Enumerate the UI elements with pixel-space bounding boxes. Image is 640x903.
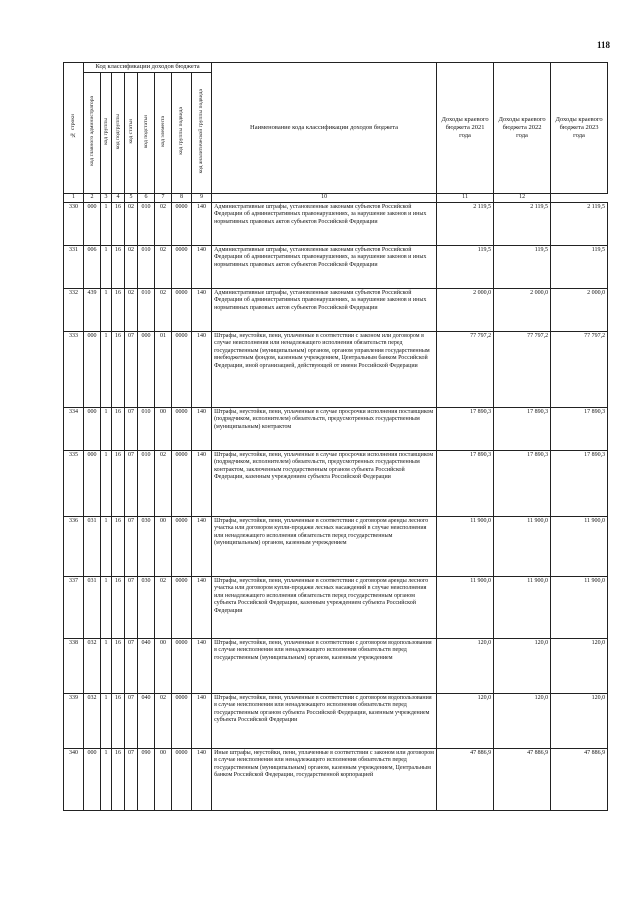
classification-code-cell: 0000 (172, 202, 192, 245)
classification-code-cell: 07 (125, 748, 138, 810)
row-number-cell: 334 (64, 407, 84, 450)
revenue-2023-cell: 119,5 (551, 245, 608, 288)
header-subarticle-code: код подстатьи (138, 73, 155, 194)
row-number-cell: 338 (64, 638, 84, 693)
classification-code-cell: 032 (84, 693, 101, 748)
classification-code-cell: 140 (192, 202, 212, 245)
column-number: 10 (212, 194, 437, 203)
code-name-cell: Штрафы, неустойки, пени, уплаченные в соответствии с договором аренды лесного участка или договором купли-продажи лесных насаждений в случае неисполнения или ненадлежащего исполнения обязательств перед государственным (муниципальным) органом, казенным учреждением (212, 516, 437, 576)
classification-code-cell: 07 (125, 450, 138, 516)
classification-code-cell: 00 (155, 748, 172, 810)
classification-code-cell: 02 (125, 245, 138, 288)
classification-code-cell: 0000 (172, 516, 192, 576)
classification-code-cell: 1 (101, 202, 112, 245)
classification-code-cell: 1 (101, 407, 112, 450)
classification-code-cell: 000 (84, 331, 101, 407)
classification-code-cell: 1 (101, 576, 112, 638)
column-number: 1 (64, 194, 84, 203)
page-number: 118 (596, 40, 610, 50)
column-number: 11 (437, 194, 494, 203)
header-element-code: код элемента (155, 73, 172, 194)
column-number: 3 (101, 194, 112, 203)
classification-code-cell: 16 (112, 407, 125, 450)
header-admin-code: код главного администратора (84, 73, 101, 194)
column-number: 2 (84, 194, 101, 203)
header-article-code: код статьи (125, 73, 138, 194)
code-name-cell: Штрафы, неустойки, пени, уплаченные в соответствии с законом или договором в случае неисполнения или ненадлежащего исполнения обязательств перед государственным (муниципальным) органом, органом управления государственным внебюджетным фондом, казенным учреждением, Центральным банком Российской Федерации, иной организацией, действующей от имени Российской Федерации (212, 331, 437, 407)
revenue-2023-cell: 77 797,2 (551, 331, 608, 407)
classification-code-cell: 030 (138, 516, 155, 576)
revenue-2022-cell: 120,0 (494, 693, 551, 748)
classification-code-cell: 000 (84, 748, 101, 810)
classification-code-cell: 16 (112, 516, 125, 576)
revenue-2021-cell: 11 900,0 (437, 576, 494, 638)
revenue-2022-cell: 17 890,3 (494, 450, 551, 516)
classification-code-cell: 1 (101, 245, 112, 288)
classification-code-cell: 140 (192, 288, 212, 331)
row-number-cell: 337 (64, 576, 84, 638)
classification-code-cell: 0000 (172, 693, 192, 748)
column-number: 12 (494, 194, 551, 203)
header-revenue-2023: Доходы краевого бюджета 2023 года (551, 63, 608, 194)
revenue-2023-cell: 17 890,3 (551, 407, 608, 450)
code-name-cell: Штрафы, неустойки, пени, уплаченные в случае просрочки исполнения поставщиком (подрядчиком, исполнителем) обязательств, предусмотренных государственным (муниципальным) контрактом (212, 407, 437, 450)
revenue-2023-cell: 17 890,3 (551, 450, 608, 516)
budget-revenue-table (63, 62, 608, 811)
revenue-2022-cell: 11 900,0 (494, 576, 551, 638)
classification-code-cell: 00 (155, 407, 172, 450)
table-row (64, 748, 608, 810)
classification-code-cell: 07 (125, 331, 138, 407)
classification-code-cell: 032 (84, 638, 101, 693)
classification-code-cell: 02 (125, 288, 138, 331)
classification-code-cell: 0000 (172, 576, 192, 638)
classification-code-cell: 030 (138, 576, 155, 638)
classification-code-cell: 16 (112, 202, 125, 245)
classification-code-cell: 040 (138, 693, 155, 748)
revenue-2022-cell: 77 797,2 (494, 331, 551, 407)
column-number: 6 (138, 194, 155, 203)
revenue-2023-cell: 11 900,0 (551, 576, 608, 638)
revenue-2023-cell: 120,0 (551, 693, 608, 748)
revenue-2021-cell: 47 886,9 (437, 748, 494, 810)
classification-code-cell: 140 (192, 245, 212, 288)
classification-code-cell: 140 (192, 576, 212, 638)
classification-code-cell: 02 (155, 288, 172, 331)
revenue-2023-cell: 2 119,5 (551, 202, 608, 245)
table-row (64, 202, 608, 245)
code-name-cell: Административные штрафы, установленные законами субъектов Российской Федерации об административных правонарушениях, за нарушение законов и иных нормативных правовых актов субъектов Российской Федерации (212, 202, 437, 245)
revenue-2021-cell: 77 797,2 (437, 331, 494, 407)
header-row-number: № строки (64, 63, 84, 194)
table-row (64, 693, 608, 748)
code-name-cell: Иные штрафы, неустойки, пени, уплаченные в соответствии с законом или договором в случае неисполнения или ненадлежащего исполнения обязательств перед государственным (муниципальным) органом, казенным учреждением, Центральным банком Российской Федерации, государственной корпорацией (212, 748, 437, 810)
classification-code-cell: 140 (192, 407, 212, 450)
column-number: 9 (192, 194, 212, 203)
classification-code-cell: 010 (138, 407, 155, 450)
classification-code-cell: 0000 (172, 245, 192, 288)
classification-code-cell: 07 (125, 576, 138, 638)
classification-code-cell: 02 (155, 202, 172, 245)
classification-code-cell: 000 (84, 407, 101, 450)
row-number-cell: 333 (64, 331, 84, 407)
classification-code-cell: 16 (112, 638, 125, 693)
revenue-2022-cell: 17 890,3 (494, 407, 551, 450)
classification-code-cell: 1 (101, 331, 112, 407)
table-row (64, 516, 608, 576)
column-number: 7 (155, 194, 172, 203)
classification-code-cell: 031 (84, 576, 101, 638)
header-revenue-2021: Доходы краевого бюджета 2021 года (437, 63, 494, 194)
column-number: 8 (172, 194, 192, 203)
classification-code-cell: 00 (155, 516, 172, 576)
table-body (64, 202, 608, 810)
classification-code-cell: 1 (101, 693, 112, 748)
classification-code-cell: 0000 (172, 748, 192, 810)
classification-code-cell: 01 (155, 331, 172, 407)
classification-code-cell: 140 (192, 516, 212, 576)
classification-code-cell: 0000 (172, 638, 192, 693)
classification-code-cell: 16 (112, 450, 125, 516)
revenue-2021-cell: 17 890,3 (437, 407, 494, 450)
classification-code-cell: 010 (138, 245, 155, 288)
header-group-code: код группы (101, 73, 112, 194)
row-number-cell: 330 (64, 202, 84, 245)
classification-code-cell: 16 (112, 576, 125, 638)
row-number-cell: 339 (64, 693, 84, 748)
classification-code-cell: 000 (84, 202, 101, 245)
revenue-2023-cell: 2 000,0 (551, 288, 608, 331)
table-row (64, 638, 608, 693)
classification-code-cell: 1 (101, 638, 112, 693)
revenue-2022-cell: 2 119,5 (494, 202, 551, 245)
classification-code-cell: 02 (125, 202, 138, 245)
classification-code-cell: 140 (192, 331, 212, 407)
classification-code-cell: 1 (101, 450, 112, 516)
table-row (64, 407, 608, 450)
header-code-name: Наименование кода классификации доходов бюджета (212, 63, 437, 194)
classification-code-cell: 031 (84, 516, 101, 576)
column-number-row (64, 194, 608, 203)
classification-code-cell: 010 (138, 450, 155, 516)
classification-code-cell: 16 (112, 693, 125, 748)
table-row (64, 245, 608, 288)
header-revenue-2022: Доходы краевого бюджета 2022 года (494, 63, 551, 194)
header-subgroup-code: код подгруппы (112, 73, 125, 194)
classification-code-cell: 439 (84, 288, 101, 331)
code-name-cell: Штрафы, неустойки, пени, уплаченные в случае просрочки исполнения поставщиком (подрядчиком, исполнителем) обязательств, предусмотренных государственным контрактом, заключенным государственным органом субъекта Российской Федерации, казенным учреждением субъекта Российской Федерации (212, 450, 437, 516)
classification-code-cell: 07 (125, 407, 138, 450)
classification-code-cell: 010 (138, 288, 155, 331)
header-classification-group: Код классификации доходов бюджета (84, 63, 212, 73)
classification-code-cell: 140 (192, 638, 212, 693)
classification-code-cell: 16 (112, 288, 125, 331)
table-row (64, 331, 608, 407)
row-number-cell: 335 (64, 450, 84, 516)
revenue-2022-cell: 119,5 (494, 245, 551, 288)
revenue-2021-cell: 119,5 (437, 245, 494, 288)
classification-code-cell: 006 (84, 245, 101, 288)
header-analytic-group-code: код аналитической группы подвида (192, 73, 212, 194)
row-number-cell: 336 (64, 516, 84, 576)
classification-code-cell: 1 (101, 288, 112, 331)
revenue-2021-cell: 2 119,5 (437, 202, 494, 245)
classification-code-cell: 140 (192, 748, 212, 810)
row-number-cell: 340 (64, 748, 84, 810)
classification-code-cell: 140 (192, 450, 212, 516)
classification-code-cell: 010 (138, 202, 155, 245)
code-name-cell: Штрафы, неустойки, пени, уплаченные в соответствии с договором водопользования в случае неисполнения или ненадлежащего исполнения обязательств перед государственным (муниципальным) органом, казенным учреждением (212, 638, 437, 693)
classification-code-cell: 07 (125, 516, 138, 576)
classification-code-cell: 02 (155, 693, 172, 748)
classification-code-cell: 02 (155, 245, 172, 288)
table-row (64, 450, 608, 516)
revenue-2021-cell: 11 900,0 (437, 516, 494, 576)
revenue-2021-cell: 120,0 (437, 638, 494, 693)
code-name-cell: Административные штрафы, установленные законами субъектов Российской Федерации об административных правонарушениях, за нарушение законов и иных нормативных правовых актов субъектов Российской Федерации (212, 245, 437, 288)
code-name-cell: Штрафы, неустойки, пени, уплаченные в соответствии с договором аренды лесного участка или договором купли-продажи лесных насаждений в случае неисполнения или ненадлежащего исполнения обязательств перед государственным органом субъекта Российской Федерации, казенным учреждением субъекта Российской Федерации (212, 576, 437, 638)
classification-code-cell: 07 (125, 638, 138, 693)
classification-code-cell: 0000 (172, 450, 192, 516)
revenue-2021-cell: 2 000,0 (437, 288, 494, 331)
column-number: 5 (125, 194, 138, 203)
classification-code-cell: 0000 (172, 288, 192, 331)
classification-code-cell: 090 (138, 748, 155, 810)
revenue-2022-cell: 11 900,0 (494, 516, 551, 576)
revenue-2021-cell: 17 890,3 (437, 450, 494, 516)
code-name-cell: Административные штрафы, установленные законами субъектов Российской Федерации об административных правонарушениях, за нарушение законов и иных нормативных правовых актов субъектов Российской Федерации (212, 288, 437, 331)
revenue-2023-cell: 120,0 (551, 638, 608, 693)
revenue-2021-cell: 120,0 (437, 693, 494, 748)
classification-code-cell: 02 (155, 576, 172, 638)
classification-code-cell: 0000 (172, 331, 192, 407)
classification-code-cell: 16 (112, 331, 125, 407)
row-number-cell: 331 (64, 245, 84, 288)
classification-code-cell: 1 (101, 516, 112, 576)
classification-code-cell: 140 (192, 693, 212, 748)
revenue-2022-cell: 120,0 (494, 638, 551, 693)
revenue-2023-cell: 47 886,9 (551, 748, 608, 810)
table-row (64, 576, 608, 638)
classification-code-cell: 02 (155, 450, 172, 516)
classification-code-cell: 16 (112, 245, 125, 288)
classification-code-cell: 000 (138, 331, 155, 407)
classification-code-cell: 07 (125, 693, 138, 748)
classification-code-cell: 16 (112, 748, 125, 810)
classification-code-cell: 00 (155, 638, 172, 693)
column-number: 4 (112, 194, 125, 203)
revenue-2023-cell: 11 900,0 (551, 516, 608, 576)
code-name-cell: Штрафы, неустойки, пени, уплаченные в соответствии с договором водопользования в случае неисполнения или ненадлежащего исполнения обязательств перед государственным органом субъекта Российской Федерации, казенным учреждением субъекта Российской Федерации (212, 693, 437, 748)
table-row (64, 288, 608, 331)
row-number-cell: 332 (64, 288, 84, 331)
classification-code-cell: 1 (101, 748, 112, 810)
revenue-2022-cell: 2 000,0 (494, 288, 551, 331)
header-subtype-group-code: код группы подвида (172, 73, 192, 194)
revenue-2022-cell: 47 886,9 (494, 748, 551, 810)
classification-code-cell: 040 (138, 638, 155, 693)
classification-code-cell: 000 (84, 450, 101, 516)
classification-code-cell: 0000 (172, 407, 192, 450)
